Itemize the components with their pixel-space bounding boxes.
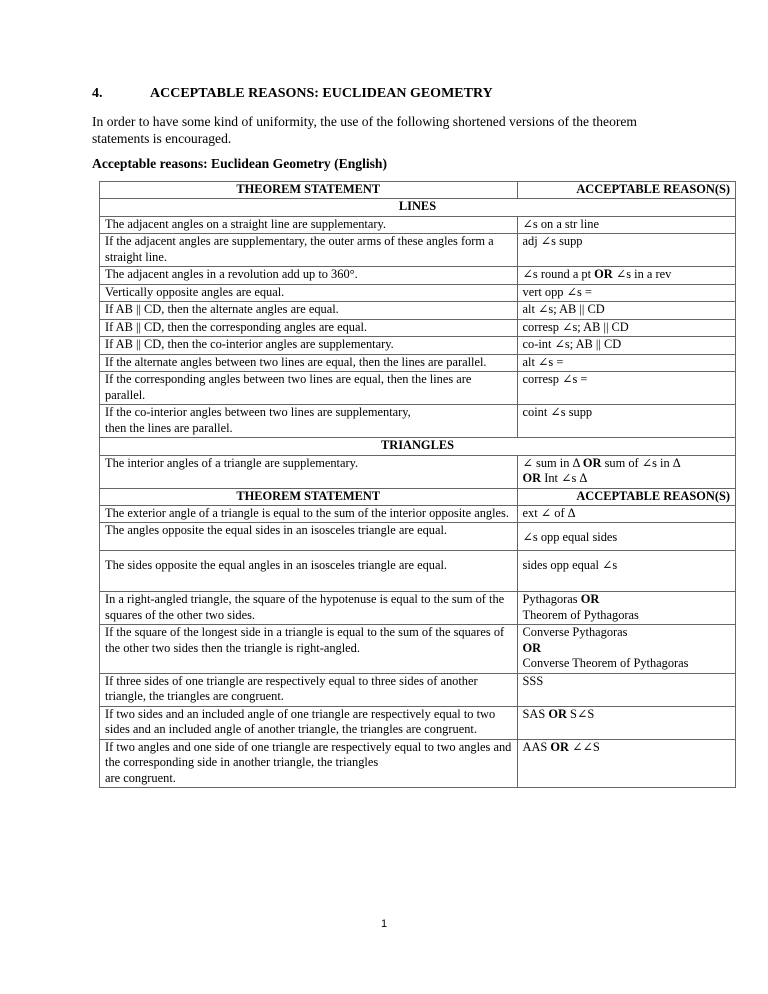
page-number: 1 <box>380 918 388 930</box>
statement-cell: Vertically opposite angles are equal. <box>100 284 518 302</box>
table-row <box>100 405 736 438</box>
statement-cell: If AB || CD, then the corresponding angles are equal. <box>100 319 518 337</box>
table-row <box>100 523 736 551</box>
statement-cell: If the co-interior angles between two lines are supplementary, then the lines are parallel. <box>100 405 518 438</box>
table-row <box>100 739 736 788</box>
section-lines-label: LINES <box>100 199 736 217</box>
reason-cell: SAS OR S∠S <box>517 706 735 739</box>
table-row <box>100 673 736 706</box>
statement-cell: If three sides of one triangle are respectively equal to three sides of another triangle, the triangles are congruent. <box>100 673 518 706</box>
table-row <box>100 337 736 355</box>
table-row <box>100 706 736 739</box>
table-row <box>100 592 736 625</box>
statement-cell: If two sides and an included angle of one triangle are respectively equal to two sides and an included angle of another triangle, the triangles are congruent. <box>100 706 518 739</box>
table-row <box>100 302 736 320</box>
table-row <box>100 625 736 674</box>
statement-cell: The adjacent angles on a straight line are supplementary. <box>100 216 518 234</box>
reason-cell: ∠s on a str line <box>517 216 735 234</box>
section-title: ACCEPTABLE REASONS: EUCLIDEAN GEOMETRY <box>150 86 493 101</box>
statement-cell: If two angles and one side of one triangle are respectively equal to two angles and the corresponding side in another triangle, the triangles are congruent. <box>100 739 518 788</box>
reason-cell: SSS <box>517 673 735 706</box>
table-row <box>100 284 736 302</box>
statement-cell: The exterior angle of a triangle is equal to the sum of the interior opposite angles. <box>100 505 518 523</box>
reason-cell: corresp ∠s = <box>517 372 735 405</box>
table-header-row-repeat <box>100 488 736 505</box>
reason-cell: ∠s round a pt OR ∠s in a rev <box>517 267 735 285</box>
reason-cell: coint ∠s supp <box>517 405 735 438</box>
reason-cell: AAS OR ∠∠S <box>517 739 735 788</box>
table-row <box>100 267 736 285</box>
header-statement: THEOREM STATEMENT <box>100 182 518 199</box>
table-header-row <box>100 182 736 199</box>
reason-cell: sides opp equal ∠s <box>517 550 735 592</box>
reason-cell: alt ∠s; AB || CD <box>517 302 735 320</box>
statement-cell: The sides opposite the equal angles in an isosceles triangle are equal. <box>100 550 518 592</box>
section-triangles-label: TRIANGLES <box>100 438 736 456</box>
reasons-table <box>99 181 736 788</box>
table-row <box>100 234 736 267</box>
reason-cell: ∠ sum in Δ OR sum of ∠s in Δ OR Int ∠s Δ <box>517 455 735 488</box>
table-subheading: Acceptable reasons: Euclidean Geometry (English) <box>92 156 388 171</box>
reason-cell: ext ∠ of Δ <box>517 505 735 523</box>
header-reason: ACCEPTABLE REASON(S) <box>517 182 735 199</box>
statement-cell: If AB || CD, then the alternate angles are equal. <box>100 302 518 320</box>
reason-cell: vert opp ∠s = <box>517 284 735 302</box>
section-number: 4. <box>92 86 103 101</box>
reason-cell: Converse Pythagoras OR Converse Theorem of Pythagoras <box>517 625 735 674</box>
statement-cell: If AB || CD, then the co-interior angles are supplementary. <box>100 337 518 355</box>
reason-cell: ∠s opp equal sides <box>517 523 735 551</box>
reason-cell: adj ∠s supp <box>517 234 735 267</box>
statement-cell: If the square of the longest side in a triangle is equal to the sum of the squares of the other two sides then the triangle is right-angled. <box>100 625 518 674</box>
section-row-lines <box>100 199 736 217</box>
header-statement: THEOREM STATEMENT <box>100 488 518 505</box>
statement-cell: If the alternate angles between two lines are equal, then the lines are parallel. <box>100 354 518 372</box>
intro-paragraph: In order to have some kind of uniformity, the use of the following shortened versions of the theorem statements is encouraged. <box>92 114 638 146</box>
table-row <box>100 216 736 234</box>
statement-cell: The interior angles of a triangle are supplementary. <box>100 455 518 488</box>
header-reason: ACCEPTABLE REASON(S) <box>517 488 735 505</box>
section-heading <box>92 86 493 102</box>
statement-cell: In a right-angled triangle, the square of the hypotenuse is equal to the sum of the squares of the other two sides. <box>100 592 518 625</box>
statement-cell: If the corresponding angles between two lines are equal, then the lines are parallel. <box>100 372 518 405</box>
reason-cell: alt ∠s = <box>517 354 735 372</box>
table-row <box>100 354 736 372</box>
reason-cell: corresp ∠s; AB || CD <box>517 319 735 337</box>
table-row <box>100 550 736 592</box>
statement-cell: The angles opposite the equal sides in an isosceles triangle are equal. <box>100 523 518 551</box>
reason-cell: co-int ∠s; AB || CD <box>517 337 735 355</box>
section-row-triangles <box>100 438 736 456</box>
table-row <box>100 372 736 405</box>
table-row <box>100 505 736 523</box>
table-row <box>100 319 736 337</box>
reason-cell: Pythagoras OR Theorem of Pythagoras <box>517 592 735 625</box>
statement-cell: The adjacent angles in a revolution add up to 360°. <box>100 267 518 285</box>
table-row <box>100 455 736 488</box>
statement-cell: If the adjacent angles are supplementary, the outer arms of these angles form a straight line. <box>100 234 518 267</box>
